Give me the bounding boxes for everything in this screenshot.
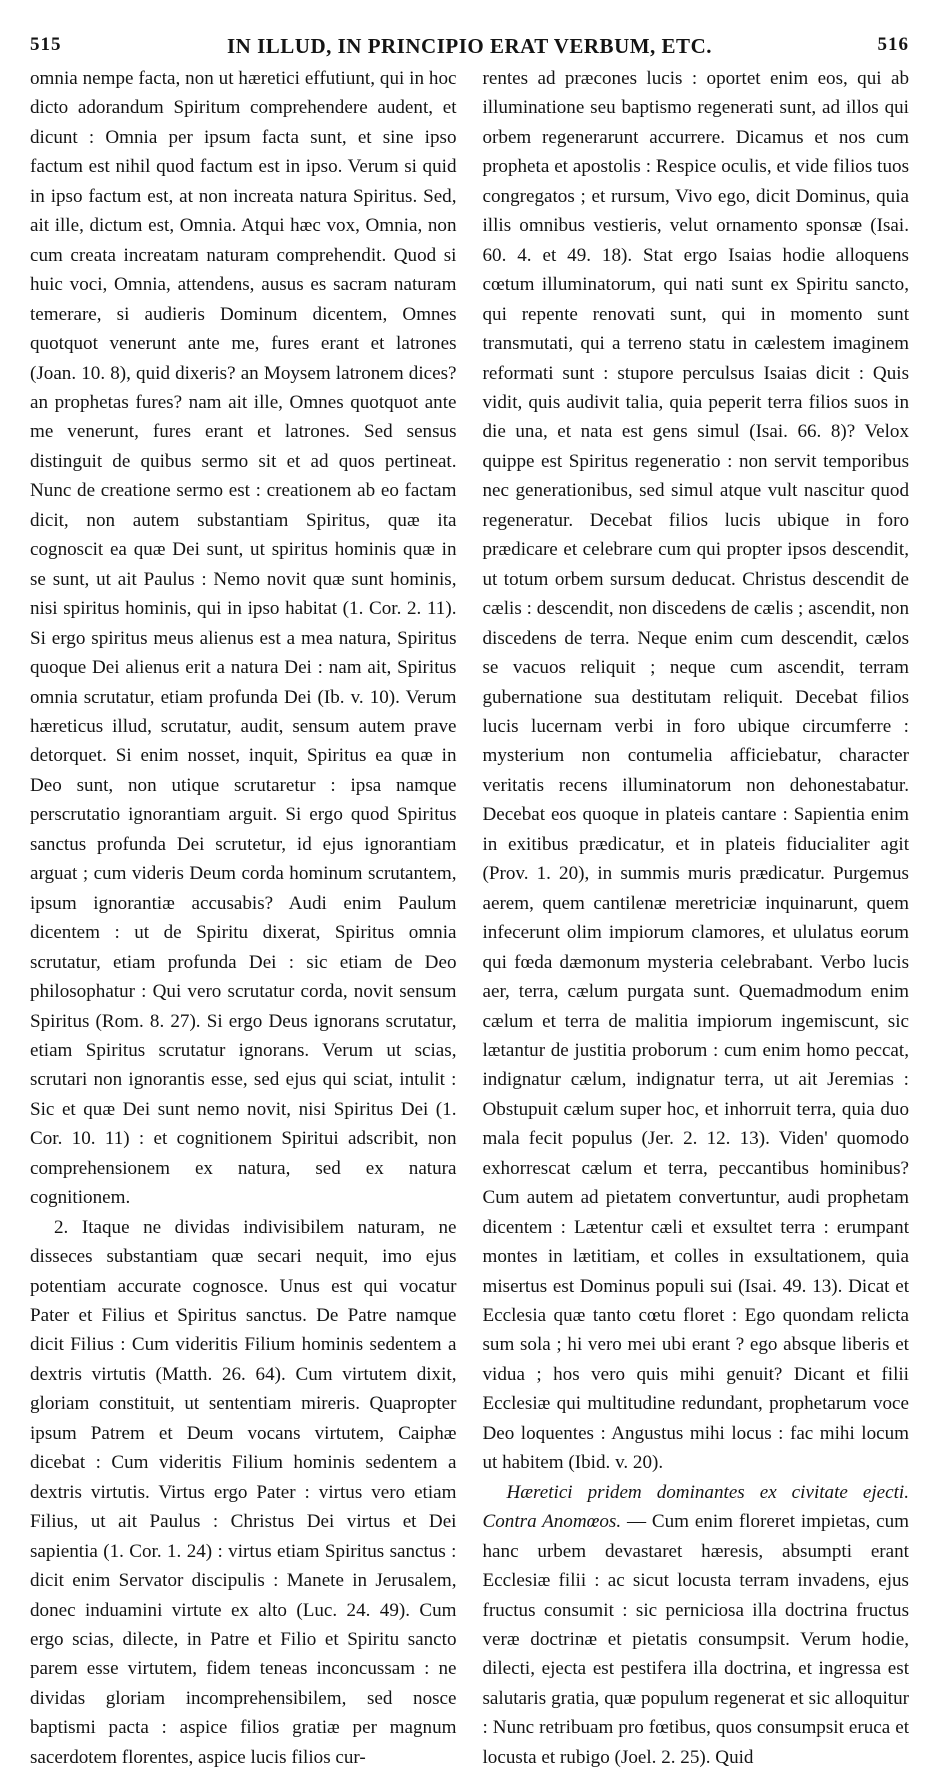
page-number-left: 515 bbox=[30, 34, 62, 55]
right-column bbox=[483, 64, 910, 1772]
text-columns bbox=[30, 64, 909, 1772]
paragraph: 2. Itaque ne dividas indivisibilem naturam, ne disseces substantiam quæ secari nequit, imo ejus potentiam accurate cognosce. Unus est qui vocatur Pater et Filius et Spiritus sanctus. De Patre namque dicit Filius : Cum videritis Filium hominis sedentem a dextris virtutis (Matth. 26. 64). Cum virtutem dixit, gloriam constituit, ut sententiam mireris. Quapropter ipsum Patrem et Deum vocans virtutem, Caiphæ dicebat : Cum videritis Filium hominis sedentem a dextris virtutis. Virtus ergo Pater : virtus vero etiam Filius, ut ait Paulus : Christus Dei virtus et Dei sapientia (1. Cor. 1. 24) : virtus etiam Spiritus sanctus : dicit enim Servator discipulis : Manete in Jerusalem, donec induamini virtute ex alto (Luc. 24. 49). Cum ergo scias, dilecte, in Patre et Filio et Spiritu sancto parem esse virtutem, fidem teneas inconcussam : ne dividas gloriam incomprehensibilem, sed nosce baptismi pacta : aspice filios gratiæ per magnum sacerdotem florentes, aspice lucis filios cur- bbox=[30, 1216, 457, 1768]
paragraph bbox=[483, 1478, 910, 1772]
left-column bbox=[30, 64, 457, 1772]
paragraph: rentes ad præcones lucis : oportet enim eos, qui ab illuminatione seu baptismo regenerati sunt, ad illos qui orbem regenerarunt accurrere. Dicamus et nos cum propheta et apostolis : Respice oculis, et vide filios tuos congregatos ; et rursum, Vivo ego, dicit Dominus, quia illis omnibus vestieris, velut ornamento sponsæ (Isai. 60. 4. et 49. 18). Stat ergo Isaias hodie alloquens cœtum illuminatorum, qui nati sunt ex Spiritu sancto, qui repente renovati sunt, qui in momento sunt transmutati, qui a terreno statu in cælestem imaginem reformati sunt : stupore perculsus Isaias dicit : Quis vidit, quis audivit talia, quia peperit terra filios suos in die una, et nata est gens simul (Isai. 66. 8)? Velox quippe est Spiritus regeneratio : non servit temporibus nec generationibus, sed simul atque vult nascitur quod regeneratur. Decebat filios lucis ubique in foro prædicare et celebrare cum qui propter ipsos descendit, ut totum orbem sursum deducat. Christus descendit de cælis : descendit, non discedens de cælis ; ascendit, non discedens de terra. Neque enim cum descendit, cælos se vacuos reliquit ; neque cum ascendit, terram gubernatione sua destitutam reliquit. Decebat filios lucis lucernam verbi in foro ubique circumferre : mysterium non contumelia afficiebatur, character veritatis recens illuminatorum non dehonestabatur. Decebat eos quoque in plateis cantare : Sapientia enim in exitibus prædicatur, et in plateis fiducialiter agit (Prov. 1. 20), in summis muris prædicatur. Purgemus aerem, quem cantilenæ meretriciæ inquinarunt, quem infecerunt olim impiorum clamores, et ululatus eorum qui fœda dæmonum mysteria celebrabant. Verbo lucis aer, terra, cælum purgata sunt. Quemadmodum enim cælum et terra de malitia impiorum ingemiscunt, sic lætantur de justitia proborum : cum enim homo peccat, indignatur cælum, indignatur terra, ut ait Jeremias : Obstupuit cælum super hoc, et inhorruit terra, quia duo mala fecit populus (Jer. 2. 12. 13). Viden' quomodo exhorrescat cælum et terra, peccantibus hominibus? Cum autem ad pietatem convertuntur, audi prophetam dicentem : Lætentur cæli et exsultet terra : erumpant montes in lætitiam, et colles in exsultationem, quia misertus est Dominus populi sui (Isai. 49. 13). Dicat et Ecclesia quæ tanto cœtu floret : Ego quondam relicta sum sola ; hi vero mei ubi erant ? ego absque liberis et vidua ; hos vero quis mihi genuit? Dicant et filii Ecclesiæ qui multitudine redundant, prophetarum voce Deo loquentes : Angustus mihi locus : fac mihi locum ut habitem (Ibid. v. 20). bbox=[482, 68, 909, 1474]
page-header bbox=[30, 30, 909, 62]
page-number-right: 516 bbox=[877, 34, 909, 55]
running-title: IN ILLUD, IN PRINCIPIO ERAT VERBUM, ETC. bbox=[227, 34, 712, 58]
paragraph-text: — Cum enim floreret impietas, cum hanc urbem devastaret hæresis, absumpti erant Ecclesiæ filii : ac sicut locusta terram invadens, ejus fructus consumit : sic perniciosa illa doctrina fructus veræ doctrinæ et pietatis consumpsit. Verum hodie, dilecti, ejecta est pestifera illa doctrina, et ingressa est salutaris gratia, quæ populum regenerat et sic alloquitur : Nunc retribuam pro fœtibus, quos consumpsit eruca et locusta et rubigo (Joel. 2. 25). Quid bbox=[482, 1511, 909, 1768]
section-heading: Hæretici pridem dominantes ex civitate ejecti. Contra Anomœos. bbox=[482, 1481, 909, 1533]
paragraph: omnia nempe facta, non ut hæretici effutiunt, qui in hoc dicto adorandum Spiritum comprehendere audent, et dicunt : Omnia per ipsum facta sunt, et sine ipso factum est nihil quod factum est in ipso. Verum si quid in ipso factum est, at non increata natura Spiritus. Sed, ait ille, dictum est, Omnia. Atqui hæc vox, Omnia, non cum creata increatam naturam comprehendit. Quod si huic voci, Omnia, attendens, ausus es sacram naturam temerare, si audieris Dominum dicentem, Omnes quotquot venerunt ante me, fures erant et latrones (Joan. 10. 8), quid dixeris? an Moysem latronem dices? an prophetas fures? nam ait ille, Omnes quotquot ante me venerunt, fures erant et latrones. Sed sensus distinguit de quibus sermo sit et ad quos pertineat. Nunc de creatione sermo est : creationem ab eo factam dicit, non autem substantiam Spiritus, quæ ita cognoscit ea quæ Dei sunt, ut spiritus hominis quæ in se sunt, ut ait Paulus : Nemo novit quæ sunt hominis, nisi spiritus hominis, qui in ipso habitat (1. Cor. 2. 11). Si ergo spiritus meus alienus est a mea natura, Spiritus quoque Dei alienus erit a natura Dei : nam ait, Spiritus omnia scrutatur, etiam profunda Dei (Ib. v. 10). Verum hæreticus illud, scrutatur, audit, sensum autem prave detorquet. Si enim nosset, inquit, Spiritus ea quæ in Deo sunt, non utique scrutaretur : ipsa namque perscrutatio ignorantiam arguit. Si ergo quod Spiritus sanctus profunda Dei scrutetur, id ejus ignorantiam arguat ; cum videris Deum corda hominum scrutantem, ipsum ignorantiæ accusabis? Audi enim Paulum dicentem : ut de Spiritu dixerat, Spiritus omnia scrutatur, etiam profunda Dei : sic etiam de Deo philosophatur : Qui vero scrutatur corda, novit sensum Spiritus (Rom. 8. 27). Si ergo Deus ignorans scrutatur, etiam Spiritus scrutatur ignorans. Verum ut scias, scrutari non ignorantis esse, sed ejus qui sciat, intulit : Sic et quæ Dei sunt nemo novit, nisi Spiritus Dei (1. Cor. 10. 11) : et cognitionem Spiritui adscribit, non comprehensionem ex natura, sed ex natura cognitionem. bbox=[30, 68, 457, 1209]
